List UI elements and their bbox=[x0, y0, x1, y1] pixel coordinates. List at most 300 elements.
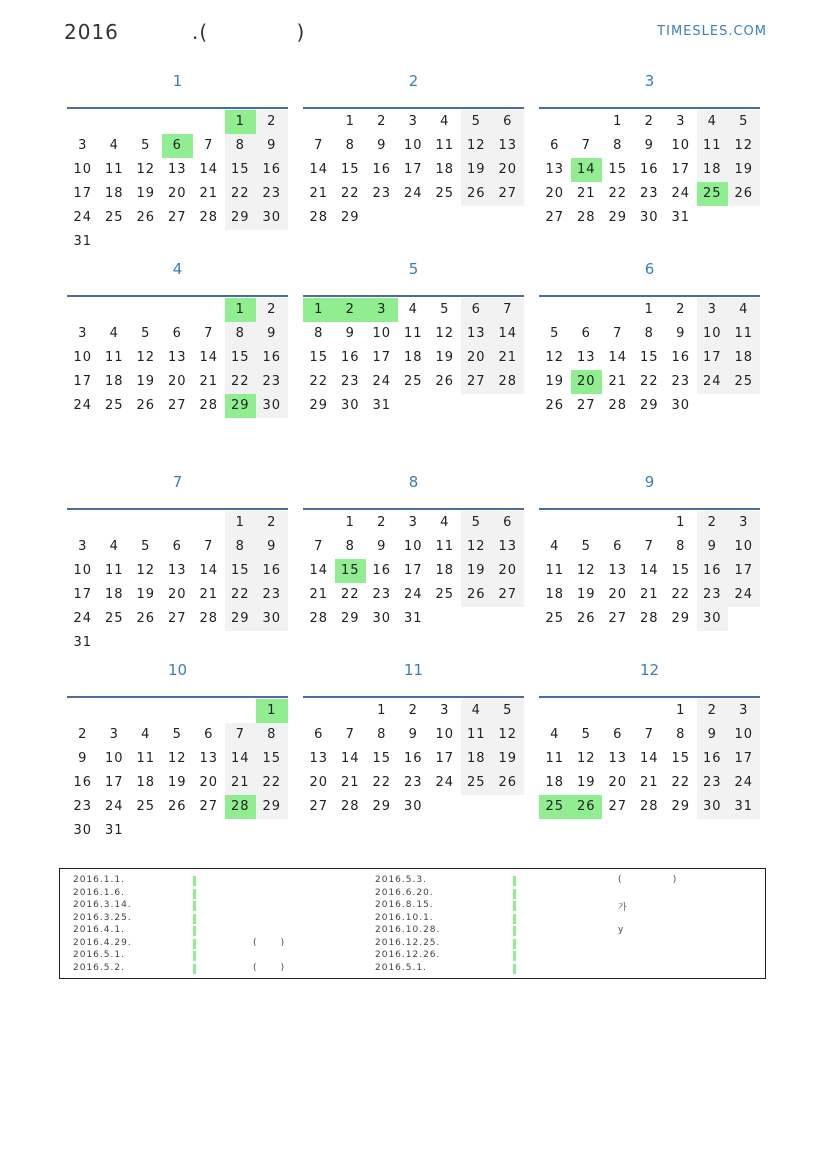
month-calendar bbox=[303, 260, 524, 418]
day-cell: 20 bbox=[571, 370, 603, 394]
day-cell: 28 bbox=[199, 611, 219, 626]
day-cell: 11 bbox=[104, 350, 124, 365]
month-calendar bbox=[539, 473, 760, 631]
day-cell: 6 bbox=[162, 134, 194, 158]
day-cell: 22 bbox=[225, 182, 257, 206]
month-calendar bbox=[539, 661, 760, 819]
day-cell: 15 bbox=[309, 350, 329, 365]
day-cell: 4 bbox=[408, 302, 418, 317]
empty-day-cell bbox=[571, 511, 603, 535]
day-cell: 21 bbox=[199, 186, 219, 201]
day-cell: 2 bbox=[697, 699, 729, 723]
day-cell: 31 bbox=[104, 823, 124, 838]
day-cell: 18 bbox=[545, 587, 565, 602]
legend-item bbox=[73, 925, 373, 938]
day-cell: 3 bbox=[78, 539, 88, 554]
day-cell: 25 bbox=[461, 771, 493, 795]
day-cell: 7 bbox=[581, 138, 591, 153]
day-cell: 16 bbox=[256, 559, 288, 583]
legend-date: 2016.12.25. bbox=[375, 937, 441, 948]
day-cell: 7 bbox=[314, 138, 324, 153]
day-cell: 10 bbox=[435, 727, 455, 742]
month-day-grid bbox=[67, 298, 288, 418]
day-cell: 23 bbox=[403, 775, 423, 790]
day-cell: 27 bbox=[199, 799, 219, 814]
day-cell: 24 bbox=[372, 374, 392, 389]
day-cell: 27 bbox=[492, 182, 524, 206]
month-divider bbox=[303, 107, 524, 109]
day-cell: 17 bbox=[728, 747, 760, 771]
day-cell: 7 bbox=[345, 727, 355, 742]
day-cell: 24 bbox=[671, 186, 691, 201]
day-cell: 5 bbox=[461, 511, 493, 535]
day-cell: 30 bbox=[403, 799, 423, 814]
day-cell: 4 bbox=[550, 727, 560, 742]
day-cell: 11 bbox=[545, 751, 565, 766]
day-cell: 31 bbox=[671, 210, 691, 225]
empty-day-cell bbox=[225, 699, 257, 723]
day-cell: 29 bbox=[671, 799, 691, 814]
holiday-marker-icon bbox=[193, 914, 196, 924]
day-cell: 14 bbox=[309, 162, 329, 177]
day-cell: 18 bbox=[728, 346, 760, 370]
day-cell: 20 bbox=[608, 775, 628, 790]
legend-item bbox=[375, 925, 755, 938]
month-day-grid bbox=[67, 511, 288, 655]
day-cell: 21 bbox=[309, 186, 329, 201]
day-cell: 30 bbox=[256, 206, 288, 230]
day-cell: 14 bbox=[571, 158, 603, 182]
day-cell: 19 bbox=[136, 186, 156, 201]
day-cell: 29 bbox=[309, 398, 329, 413]
month-title: 9 bbox=[644, 473, 655, 491]
legend-item bbox=[73, 950, 373, 963]
month-title: 2 bbox=[408, 72, 419, 90]
day-cell: 5 bbox=[141, 138, 151, 153]
site-logo-link[interactable]: TIMESLES.COM bbox=[657, 24, 767, 39]
day-cell: 15 bbox=[256, 747, 288, 771]
day-cell: 16 bbox=[697, 559, 729, 583]
holiday-marker-icon bbox=[513, 889, 516, 899]
day-cell: 26 bbox=[435, 374, 455, 389]
holiday-marker-icon bbox=[193, 889, 196, 899]
legend-date: 2016.1.6. bbox=[73, 887, 125, 898]
day-cell: 16 bbox=[256, 346, 288, 370]
legend-item bbox=[375, 900, 755, 913]
day-cell: 7 bbox=[613, 326, 623, 341]
day-cell: 27 bbox=[576, 398, 596, 413]
day-cell: 12 bbox=[461, 134, 493, 158]
day-cell: 9 bbox=[78, 751, 88, 766]
empty-day-cell bbox=[571, 699, 603, 723]
day-cell: 12 bbox=[136, 350, 156, 365]
day-cell: 26 bbox=[461, 182, 493, 206]
legend-item bbox=[73, 888, 373, 901]
day-cell: 26 bbox=[571, 795, 603, 819]
day-cell: 5 bbox=[440, 302, 450, 317]
day-cell: 25 bbox=[697, 182, 729, 206]
empty-day-cell bbox=[67, 298, 99, 322]
day-cell: 1 bbox=[644, 302, 654, 317]
day-cell: 17 bbox=[73, 587, 93, 602]
day-cell: 18 bbox=[104, 374, 124, 389]
day-cell: 14 bbox=[340, 751, 360, 766]
day-cell: 10 bbox=[728, 535, 760, 559]
day-cell: 4 bbox=[550, 539, 560, 554]
day-cell: 13 bbox=[545, 162, 565, 177]
day-cell: 17 bbox=[372, 350, 392, 365]
empty-day-cell bbox=[193, 298, 225, 322]
day-cell: 9 bbox=[408, 727, 418, 742]
day-cell: 13 bbox=[576, 350, 596, 365]
day-cell: 14 bbox=[199, 563, 219, 578]
day-cell: 27 bbox=[492, 583, 524, 607]
legend-item bbox=[73, 875, 373, 888]
day-cell: 17 bbox=[403, 162, 423, 177]
day-cell: 23 bbox=[256, 182, 288, 206]
day-cell: 24 bbox=[403, 186, 423, 201]
day-cell: 24 bbox=[728, 771, 760, 795]
day-cell: 27 bbox=[167, 398, 187, 413]
month-title: 8 bbox=[408, 473, 419, 491]
day-cell: 17 bbox=[104, 775, 124, 790]
day-cell: 5 bbox=[172, 727, 182, 742]
day-cell: 30 bbox=[372, 611, 392, 626]
day-cell: 30 bbox=[256, 607, 288, 631]
holiday-marker-icon bbox=[193, 939, 196, 949]
month-divider bbox=[67, 107, 288, 109]
day-cell: 21 bbox=[199, 374, 219, 389]
day-cell: 23 bbox=[372, 186, 392, 201]
day-cell: 22 bbox=[608, 186, 628, 201]
empty-day-cell bbox=[130, 511, 162, 535]
day-cell: 29 bbox=[608, 210, 628, 225]
day-cell: 24 bbox=[73, 210, 93, 225]
day-cell: 12 bbox=[576, 751, 596, 766]
day-cell: 5 bbox=[581, 727, 591, 742]
day-cell: 3 bbox=[676, 114, 686, 129]
day-cell: 16 bbox=[671, 350, 691, 365]
day-cell: 22 bbox=[340, 587, 360, 602]
calendar-year: 2016 bbox=[64, 20, 119, 44]
day-cell: 1 bbox=[613, 114, 623, 129]
legend-date: 2016.1.1. bbox=[73, 875, 125, 885]
day-cell: 6 bbox=[172, 326, 182, 341]
legend-date: 2016.12.26. bbox=[375, 950, 441, 960]
month-divider bbox=[303, 696, 524, 698]
legend-holiday-name: y bbox=[618, 925, 625, 935]
day-cell: 5 bbox=[492, 699, 524, 723]
day-cell: 30 bbox=[256, 394, 288, 418]
month-calendar bbox=[67, 260, 288, 418]
legend-item bbox=[375, 888, 755, 901]
month-calendar bbox=[539, 260, 760, 418]
legend-item bbox=[73, 913, 373, 926]
day-cell: 19 bbox=[461, 158, 493, 182]
month-day-grid bbox=[539, 110, 760, 230]
month-calendar bbox=[539, 72, 760, 230]
empty-day-cell bbox=[99, 298, 131, 322]
day-cell: 11 bbox=[104, 563, 124, 578]
empty-day-cell bbox=[303, 699, 335, 723]
day-cell: 16 bbox=[372, 563, 392, 578]
day-cell: 22 bbox=[639, 374, 659, 389]
month-divider bbox=[539, 696, 760, 698]
day-cell: 1 bbox=[676, 515, 686, 530]
empty-day-cell bbox=[99, 110, 131, 134]
day-cell: 23 bbox=[73, 799, 93, 814]
day-cell: 8 bbox=[225, 134, 257, 158]
holiday-marker-icon bbox=[193, 876, 196, 886]
holiday-marker-icon bbox=[513, 964, 516, 974]
day-cell: 9 bbox=[676, 326, 686, 341]
day-cell: 23 bbox=[340, 374, 360, 389]
legend-date: 2016.3.14. bbox=[73, 900, 132, 910]
holiday-marker-icon bbox=[513, 939, 516, 949]
empty-day-cell bbox=[602, 511, 634, 535]
day-cell: 25 bbox=[435, 186, 455, 201]
day-cell: 1 bbox=[225, 298, 257, 322]
empty-day-cell bbox=[193, 110, 225, 134]
day-cell: 12 bbox=[545, 350, 565, 365]
day-cell: 20 bbox=[545, 186, 565, 201]
day-cell: 13 bbox=[199, 751, 219, 766]
day-cell: 23 bbox=[671, 374, 691, 389]
legend-holiday-name: ( ) bbox=[618, 875, 678, 885]
day-cell: 30 bbox=[73, 823, 93, 838]
day-cell: 15 bbox=[671, 563, 691, 578]
day-cell: 28 bbox=[340, 799, 360, 814]
empty-day-cell bbox=[99, 699, 131, 723]
month-title: 1 bbox=[172, 72, 183, 90]
empty-day-cell bbox=[539, 298, 571, 322]
day-cell: 30 bbox=[697, 795, 729, 819]
day-cell: 24 bbox=[73, 398, 93, 413]
day-cell: 26 bbox=[136, 398, 156, 413]
day-cell: 22 bbox=[225, 583, 257, 607]
day-cell: 1 bbox=[303, 298, 335, 322]
day-cell: 2 bbox=[78, 727, 88, 742]
day-cell: 8 bbox=[345, 539, 355, 554]
empty-day-cell bbox=[303, 110, 335, 134]
day-cell: 8 bbox=[644, 326, 654, 341]
legend-item bbox=[73, 938, 373, 951]
day-cell: 12 bbox=[167, 751, 187, 766]
empty-day-cell bbox=[130, 699, 162, 723]
day-cell: 4 bbox=[697, 110, 729, 134]
calendar-subtitle: .( ) bbox=[192, 20, 306, 44]
month-day-grid bbox=[67, 699, 288, 843]
day-cell: 18 bbox=[435, 563, 455, 578]
day-cell: 21 bbox=[309, 587, 329, 602]
holiday-marker-icon bbox=[513, 951, 516, 961]
legend-item bbox=[73, 900, 373, 913]
day-cell: 21 bbox=[340, 775, 360, 790]
day-cell: 14 bbox=[492, 322, 524, 346]
day-cell: 15 bbox=[608, 162, 628, 177]
day-cell: 11 bbox=[403, 326, 423, 341]
day-cell: 19 bbox=[576, 775, 596, 790]
month-title: 7 bbox=[172, 473, 183, 491]
day-cell: 7 bbox=[314, 539, 324, 554]
month-divider bbox=[539, 508, 760, 510]
month-calendar bbox=[67, 473, 288, 655]
day-cell: 19 bbox=[728, 158, 760, 182]
day-cell: 1 bbox=[676, 703, 686, 718]
day-cell: 17 bbox=[728, 559, 760, 583]
day-cell: 5 bbox=[550, 326, 560, 341]
month-calendar bbox=[303, 72, 524, 230]
day-cell: 3 bbox=[440, 703, 450, 718]
day-cell: 27 bbox=[545, 210, 565, 225]
month-divider bbox=[303, 295, 524, 297]
day-cell: 18 bbox=[136, 775, 156, 790]
day-cell: 16 bbox=[639, 162, 659, 177]
day-cell: 4 bbox=[109, 138, 119, 153]
month-divider bbox=[539, 295, 760, 297]
day-cell: 21 bbox=[199, 587, 219, 602]
day-cell: 3 bbox=[408, 114, 418, 129]
month-divider bbox=[67, 508, 288, 510]
empty-day-cell bbox=[193, 511, 225, 535]
day-cell: 15 bbox=[372, 751, 392, 766]
day-cell: 2 bbox=[377, 515, 387, 530]
day-cell: 23 bbox=[697, 771, 729, 795]
month-divider bbox=[67, 696, 288, 698]
day-cell: 13 bbox=[167, 162, 187, 177]
day-cell: 4 bbox=[109, 326, 119, 341]
day-cell: 25 bbox=[403, 374, 423, 389]
day-cell: 9 bbox=[697, 723, 729, 747]
month-day-grid bbox=[67, 110, 288, 254]
day-cell: 8 bbox=[676, 727, 686, 742]
day-cell: 17 bbox=[671, 162, 691, 177]
day-cell: 14 bbox=[608, 350, 628, 365]
day-cell: 10 bbox=[372, 326, 392, 341]
day-cell: 20 bbox=[461, 346, 493, 370]
day-cell: 2 bbox=[335, 298, 367, 322]
day-cell: 12 bbox=[136, 563, 156, 578]
day-cell: 19 bbox=[576, 587, 596, 602]
day-cell: 20 bbox=[167, 186, 187, 201]
month-title: 4 bbox=[172, 260, 183, 278]
day-cell: 18 bbox=[104, 186, 124, 201]
day-cell: 25 bbox=[136, 799, 156, 814]
day-cell: 28 bbox=[199, 210, 219, 225]
empty-day-cell bbox=[634, 511, 666, 535]
legend-item bbox=[375, 950, 755, 963]
day-cell: 1 bbox=[345, 114, 355, 129]
day-cell: 11 bbox=[545, 563, 565, 578]
holiday-marker-icon bbox=[193, 951, 196, 961]
day-cell: 19 bbox=[167, 775, 187, 790]
day-cell: 1 bbox=[225, 511, 257, 535]
month-day-grid bbox=[539, 699, 760, 819]
day-cell: 12 bbox=[461, 535, 493, 559]
day-cell: 29 bbox=[639, 398, 659, 413]
day-cell: 6 bbox=[550, 138, 560, 153]
day-cell: 3 bbox=[728, 511, 760, 535]
month-day-grid bbox=[303, 110, 524, 230]
day-cell: 8 bbox=[256, 723, 288, 747]
day-cell: 31 bbox=[372, 398, 392, 413]
day-cell: 8 bbox=[676, 539, 686, 554]
empty-day-cell bbox=[539, 511, 571, 535]
day-cell: 23 bbox=[697, 583, 729, 607]
day-cell: 19 bbox=[136, 374, 156, 389]
holiday-marker-icon bbox=[513, 901, 516, 911]
day-cell: 18 bbox=[403, 350, 423, 365]
day-cell: 25 bbox=[435, 587, 455, 602]
day-cell: 18 bbox=[697, 158, 729, 182]
day-cell: 27 bbox=[309, 799, 329, 814]
day-cell: 9 bbox=[345, 326, 355, 341]
day-cell: 26 bbox=[136, 210, 156, 225]
day-cell: 24 bbox=[104, 799, 124, 814]
legend-item bbox=[375, 875, 755, 888]
month-divider bbox=[303, 508, 524, 510]
day-cell: 26 bbox=[136, 611, 156, 626]
day-cell: 24 bbox=[435, 775, 455, 790]
month-divider bbox=[67, 295, 288, 297]
legend-date: 2016.3.25. bbox=[73, 912, 132, 923]
holiday-legend-right bbox=[375, 875, 755, 975]
day-cell: 3 bbox=[78, 326, 88, 341]
day-cell: 9 bbox=[256, 134, 288, 158]
day-cell: 5 bbox=[728, 110, 760, 134]
month-title: 10 bbox=[167, 661, 188, 679]
legend-date: 2016.4.29. bbox=[73, 937, 132, 948]
day-cell: 6 bbox=[492, 110, 524, 134]
day-cell: 23 bbox=[256, 583, 288, 607]
day-cell: 17 bbox=[403, 563, 423, 578]
day-cell: 16 bbox=[403, 751, 423, 766]
legend-item bbox=[73, 963, 373, 976]
day-cell: 1 bbox=[377, 703, 387, 718]
holiday-legend bbox=[59, 868, 766, 979]
day-cell: 11 bbox=[728, 322, 760, 346]
day-cell: 8 bbox=[613, 138, 623, 153]
empty-day-cell bbox=[162, 511, 194, 535]
day-cell: 10 bbox=[728, 723, 760, 747]
empty-day-cell bbox=[602, 699, 634, 723]
day-cell: 2 bbox=[256, 298, 288, 322]
day-cell: 28 bbox=[639, 611, 659, 626]
empty-day-cell bbox=[602, 298, 634, 322]
day-cell: 4 bbox=[728, 298, 760, 322]
day-cell: 17 bbox=[435, 751, 455, 766]
day-cell: 25 bbox=[539, 795, 571, 819]
day-cell: 12 bbox=[435, 326, 455, 341]
day-cell: 13 bbox=[309, 751, 329, 766]
day-cell: 5 bbox=[461, 110, 493, 134]
day-cell: 16 bbox=[697, 747, 729, 771]
day-cell: 30 bbox=[671, 398, 691, 413]
day-cell: 22 bbox=[256, 771, 288, 795]
legend-date: 2016.5.3. bbox=[375, 875, 427, 885]
day-cell: 4 bbox=[461, 699, 493, 723]
legend-date: 2016.5.1. bbox=[73, 950, 125, 960]
day-cell: 15 bbox=[335, 559, 367, 583]
day-cell: 30 bbox=[340, 398, 360, 413]
day-cell: 29 bbox=[340, 210, 360, 225]
empty-day-cell bbox=[130, 110, 162, 134]
empty-day-cell bbox=[303, 511, 335, 535]
holiday-marker-icon bbox=[513, 876, 516, 886]
legend-date: 2016.5.1. bbox=[375, 962, 427, 973]
day-cell: 22 bbox=[671, 587, 691, 602]
month-title: 6 bbox=[644, 260, 655, 278]
